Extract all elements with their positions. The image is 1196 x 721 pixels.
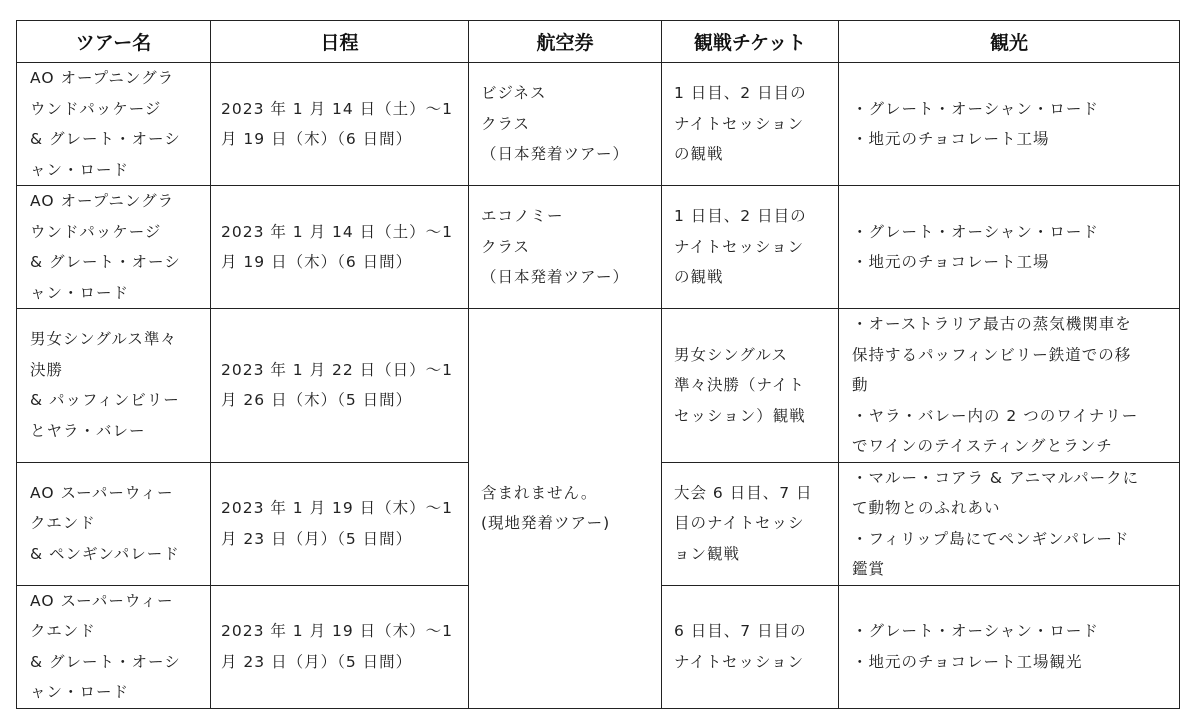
schedule-line: 月 23 日（月）（5 日間） xyxy=(221,652,413,671)
tour-name-line: AO オープニングラ xyxy=(30,69,175,87)
tour-name-cell xyxy=(17,462,211,585)
schedule-line: 2023 年 1 月 19 日（木）～1 xyxy=(221,499,454,517)
ticket-line: 1 日目、2 日目の xyxy=(674,207,807,226)
tour-name-line: & グレート・オーシ xyxy=(30,253,181,271)
schedule-line: 2023 年 1 月 19 日（木）～1 xyxy=(221,622,454,640)
flight-line: クラス xyxy=(481,237,531,256)
sightseeing-line: ・グレート・オーシャン・ロード xyxy=(852,622,1099,640)
tour-name-line: とヤラ・バレー xyxy=(30,421,146,440)
tour-table xyxy=(16,20,1180,709)
header-schedule: 日程 xyxy=(211,21,469,63)
table-row xyxy=(17,309,1180,463)
ticket-cell xyxy=(662,462,839,585)
ticket-line: 1 日目、2 日目の xyxy=(674,84,807,103)
ticket-line: ナイトセッション xyxy=(674,114,805,133)
tour-name-cell xyxy=(17,186,211,309)
schedule-cell xyxy=(211,462,469,585)
tour-name-line: 決勝 xyxy=(30,360,64,379)
flight-line: (現地発着ツアー) xyxy=(481,514,611,533)
flight-line: エコノミー xyxy=(481,207,564,226)
schedule-line: 月 19 日（木）（6 日間） xyxy=(221,253,413,271)
ticket-line: ョン観戦 xyxy=(674,544,741,563)
tour-name-line: AO オープニングラ xyxy=(30,192,175,210)
tour-name-line: クエンド xyxy=(30,622,96,640)
tour-name-line: & グレート・オーシ xyxy=(30,652,181,671)
sightseeing-line: ・グレート・オーシャン・ロード xyxy=(852,222,1099,241)
tour-name-line: & パッフィンビリー xyxy=(30,391,180,410)
tour-name-line: ウンドパッケージ xyxy=(30,99,162,118)
ticket-line: 大会 6 日目、7 日 xyxy=(674,483,813,502)
sightseeing-line: ・フィリップ島にてペンギンパレード xyxy=(852,529,1130,548)
header-row xyxy=(17,21,1180,63)
ticket-line: 目のナイトセッシ xyxy=(674,514,805,533)
ticket-line: の観戦 xyxy=(674,268,724,287)
sightseeing-line: て動物とのふれあい xyxy=(852,499,1001,517)
tour-name-line: ウンドパッケージ xyxy=(30,222,162,241)
sightseeing-cell xyxy=(839,585,1180,708)
flight-cell-merged xyxy=(469,309,662,709)
flight-cell xyxy=(469,63,662,186)
tour-name-line: ャン・ロード xyxy=(30,283,130,302)
schedule-line: 2023 年 1 月 14 日（土）～1 xyxy=(221,222,454,241)
header-sightseeing: 観光 xyxy=(839,21,1180,63)
flight-cell xyxy=(469,186,662,309)
ticket-cell xyxy=(662,585,839,708)
sightseeing-line: 鑑賞 xyxy=(852,560,886,578)
schedule-cell xyxy=(211,309,469,463)
sightseeing-cell xyxy=(839,462,1180,585)
sightseeing-line: ・マルー・コアラ & アニマルパークに xyxy=(852,468,1140,487)
sightseeing-line: でワインのテイスティングとランチ xyxy=(852,437,1113,455)
schedule-line: 2023 年 1 月 22 日（日）～1 xyxy=(221,360,454,379)
flight-line: （日本発着ツアー） xyxy=(481,145,630,164)
flight-line: （日本発着ツアー） xyxy=(481,268,630,287)
schedule-line: 月 23 日（月）（5 日間） xyxy=(221,529,413,548)
flight-line: クラス xyxy=(481,114,531,133)
sightseeing-cell xyxy=(839,186,1180,309)
schedule-line: 月 26 日（木）（5 日間） xyxy=(221,391,413,410)
ticket-line: 男女シングルス xyxy=(674,345,788,364)
ticket-cell xyxy=(662,63,839,186)
tour-name-line: AO スーパーウィー xyxy=(30,483,174,502)
tour-name-cell xyxy=(17,309,211,463)
schedule-cell xyxy=(211,63,469,186)
ticket-line: ナイトセッション xyxy=(674,652,805,671)
sightseeing-cell xyxy=(839,309,1180,463)
tour-name-cell xyxy=(17,585,211,708)
sightseeing-line: 動 xyxy=(852,376,869,394)
tour-name-line: 男女シングルス準々 xyxy=(30,330,177,349)
sightseeing-line: ・オーストラリア最古の蒸気機関車を xyxy=(852,315,1132,333)
schedule-cell xyxy=(211,585,469,708)
sightseeing-line: ・地元のチョコレート工場観光 xyxy=(852,652,1083,671)
sightseeing-cell xyxy=(839,63,1180,186)
flight-line: ビジネス xyxy=(481,84,547,103)
sightseeing-line: ・地元のチョコレート工場 xyxy=(852,253,1050,271)
schedule-cell xyxy=(211,186,469,309)
schedule-line: 月 19 日（木）（6 日間） xyxy=(221,130,413,148)
ticket-line: セッション）観戦 xyxy=(674,406,806,425)
header-ticket: 観戦チケット xyxy=(662,21,839,63)
ticket-line: 準々決勝（ナイト xyxy=(674,376,805,394)
sightseeing-line: ・グレート・オーシャン・ロード xyxy=(852,99,1099,118)
tour-name-line: ャン・ロード xyxy=(30,683,130,701)
ticket-line: の観戦 xyxy=(674,145,724,164)
tour-name-line: ャン・ロード xyxy=(30,160,130,179)
ticket-cell xyxy=(662,186,839,309)
tour-name-cell xyxy=(17,63,211,186)
table-row xyxy=(17,186,1180,309)
ticket-line: 6 日目、7 日目の xyxy=(674,622,807,640)
tour-name-line: & ペンギンパレード xyxy=(30,544,180,563)
sightseeing-line: 保持するパッフィンビリー鉄道での移 xyxy=(852,345,1132,364)
flight-line: 含まれません。 xyxy=(481,483,598,502)
table-row xyxy=(17,63,1180,186)
tour-name-line: AO スーパーウィー xyxy=(30,591,174,610)
ticket-line: ナイトセッション xyxy=(674,237,805,256)
schedule-line: 2023 年 1 月 14 日（土）～1 xyxy=(221,99,454,118)
tour-name-line: & グレート・オーシ xyxy=(30,130,181,148)
header-flight: 航空券 xyxy=(469,21,662,63)
header-tour-name: ツアー名 xyxy=(17,21,211,63)
ticket-cell xyxy=(662,309,839,463)
tour-name-line: クエンド xyxy=(30,514,96,533)
sightseeing-line: ・地元のチョコレート工場 xyxy=(852,130,1050,148)
sightseeing-line: ・ヤラ・バレー内の 2 つのワイナリー xyxy=(852,406,1139,425)
